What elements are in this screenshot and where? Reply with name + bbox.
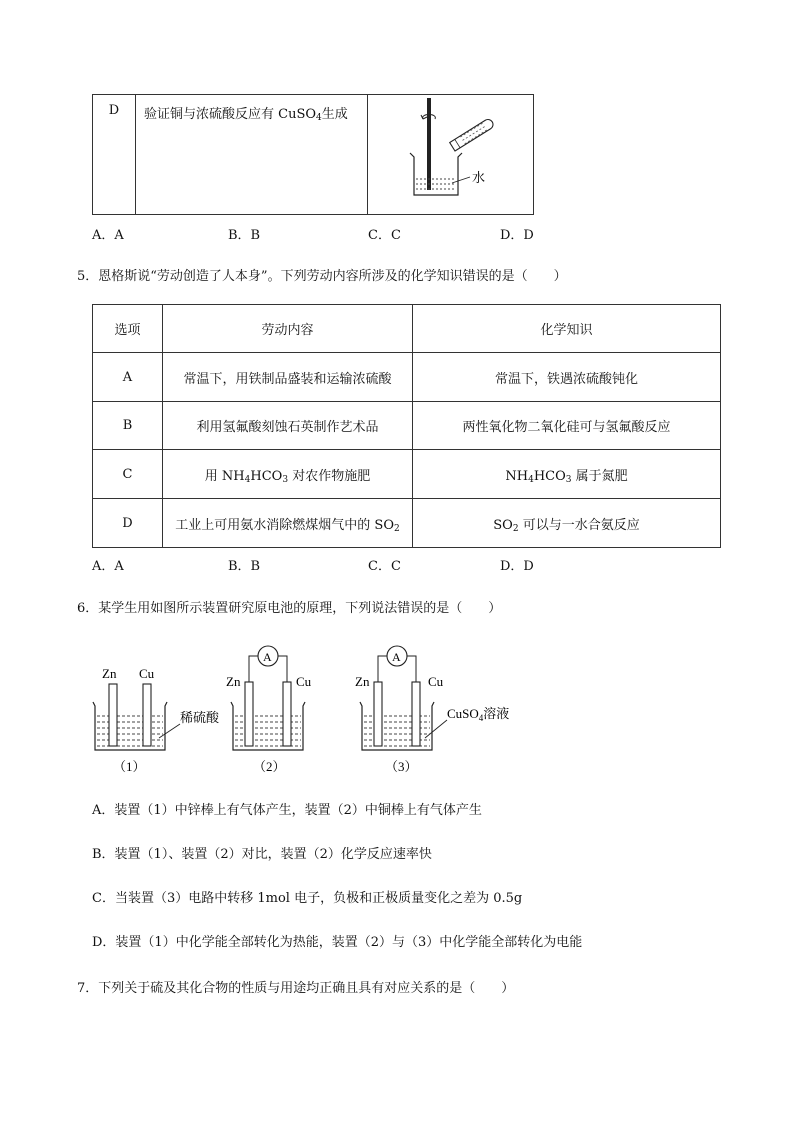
row-labor: 利用氢氟酸刻蚀石英制作艺术品 xyxy=(163,402,413,450)
row-option: D xyxy=(93,499,163,548)
choice-c: C．C xyxy=(368,559,401,574)
table-row xyxy=(93,450,721,499)
zn-electrode xyxy=(245,682,253,746)
cu-label: Cu xyxy=(428,674,444,689)
galvanic-cell-figure xyxy=(85,638,545,778)
choice-a: A．A xyxy=(92,559,124,574)
q6-option-d: D．装置（1）中化学能全部转化为热能，装置（2）与（3）中化学能全部转化为电能 xyxy=(92,935,583,950)
q5-table xyxy=(92,304,721,548)
q7-stem: 7．下列关于硫及其化合物的性质与用途均正确且具有对应关系的是（ ） xyxy=(77,981,515,996)
svg-text:A: A xyxy=(263,650,272,664)
row-option: C xyxy=(93,450,163,499)
table-row xyxy=(93,499,721,548)
cu-electrode xyxy=(412,682,420,746)
row-option: B xyxy=(93,402,163,450)
row-knowledge: $SO_2$ 可以与一水合氨反应 xyxy=(413,499,721,548)
row-knowledge: 两性氧化物二氧化硅可与氢氟酸反应 xyxy=(413,402,721,450)
glass-rod xyxy=(427,98,431,190)
choice-c: C．C xyxy=(368,228,401,243)
choice-d: D．D xyxy=(500,228,534,243)
row-knowledge: 常温下，铁遇浓硫酸钝化 xyxy=(413,353,721,402)
table-row xyxy=(93,353,721,402)
row-labor: 常温下，用铁制品盛装和运输浓硫酸 xyxy=(163,353,413,402)
q4-table-continuation xyxy=(92,94,534,215)
header-option: 选项 xyxy=(93,305,163,353)
q6-option-b: B．装置（1）、装置（2）对比，装置（2）化学反应速率快 xyxy=(92,847,432,862)
setup-3-label: （3） xyxy=(385,759,418,774)
setup-3 xyxy=(355,646,509,774)
table-row xyxy=(93,402,721,450)
water-label: 水 xyxy=(472,171,486,186)
test-tube xyxy=(450,118,495,151)
q5-stem: 5．恩格斯说“劳动创造了人本身”。下列劳动内容所涉及的化学知识错误的是（ ） xyxy=(77,269,567,284)
q6-option-a: A．装置（1）中锌棒上有气体产生，装置（2）中铜棒上有气体产生 xyxy=(92,803,482,818)
zn-label: Zn xyxy=(355,674,370,689)
cu-label: Cu xyxy=(139,666,155,681)
option-label: D xyxy=(108,103,120,118)
cu-electrode xyxy=(283,682,291,746)
row-option: A xyxy=(93,353,163,402)
row-knowledge: $NH_4HCO_3$ 属于氮肥 xyxy=(413,450,721,499)
zn-electrode xyxy=(109,684,117,746)
row-labor: 工业上可用氨水消除燃煤烟气中的 $SO_2$ xyxy=(163,499,413,548)
cu-label: Cu xyxy=(296,674,312,689)
q6-stem: 6．某学生用如图所示装置研究原电池的原理，下列说法错误的是（ ） xyxy=(77,601,502,616)
setup-2 xyxy=(226,646,312,774)
content-cell xyxy=(136,95,368,215)
choice-d: D．D xyxy=(500,559,534,574)
choice-b: B．B xyxy=(228,559,261,574)
copper-sulfate-solution-label: CuSO$_4$溶液 xyxy=(447,706,510,723)
dilute-sulfuric-acid-label: 稀硫酸 xyxy=(180,711,220,726)
option-cell xyxy=(93,95,136,215)
svg-text:A: A xyxy=(392,650,401,664)
figure-cell xyxy=(368,95,534,215)
water-liquid xyxy=(416,179,456,189)
header-labor: 劳动内容 xyxy=(163,305,413,353)
setup-2-label: （2） xyxy=(253,759,286,774)
content-text: 验证铜与浓硫酸反应有 CuSO$_4$生成 xyxy=(144,107,348,123)
q6-option-c: C．当装置（3）电路中转移 1mol 电子，负极和正极质量变化之差为 0.5g xyxy=(92,891,523,906)
setup-1 xyxy=(93,666,220,774)
choice-b: B．B xyxy=(228,228,261,243)
header-knowledge: 化学知识 xyxy=(413,305,721,353)
row-labor: 用 $NH_4HCO_3$ 对农作物施肥 xyxy=(163,450,413,499)
zn-label: Zn xyxy=(226,674,241,689)
zn-label: Zn xyxy=(102,666,117,681)
beaker-dilution-figure xyxy=(368,95,534,214)
setup-1-label: （1） xyxy=(113,759,146,774)
choice-a: A．A xyxy=(92,228,124,243)
zn-electrode xyxy=(374,682,382,746)
label-leader xyxy=(452,177,470,183)
cu-electrode xyxy=(143,684,151,746)
